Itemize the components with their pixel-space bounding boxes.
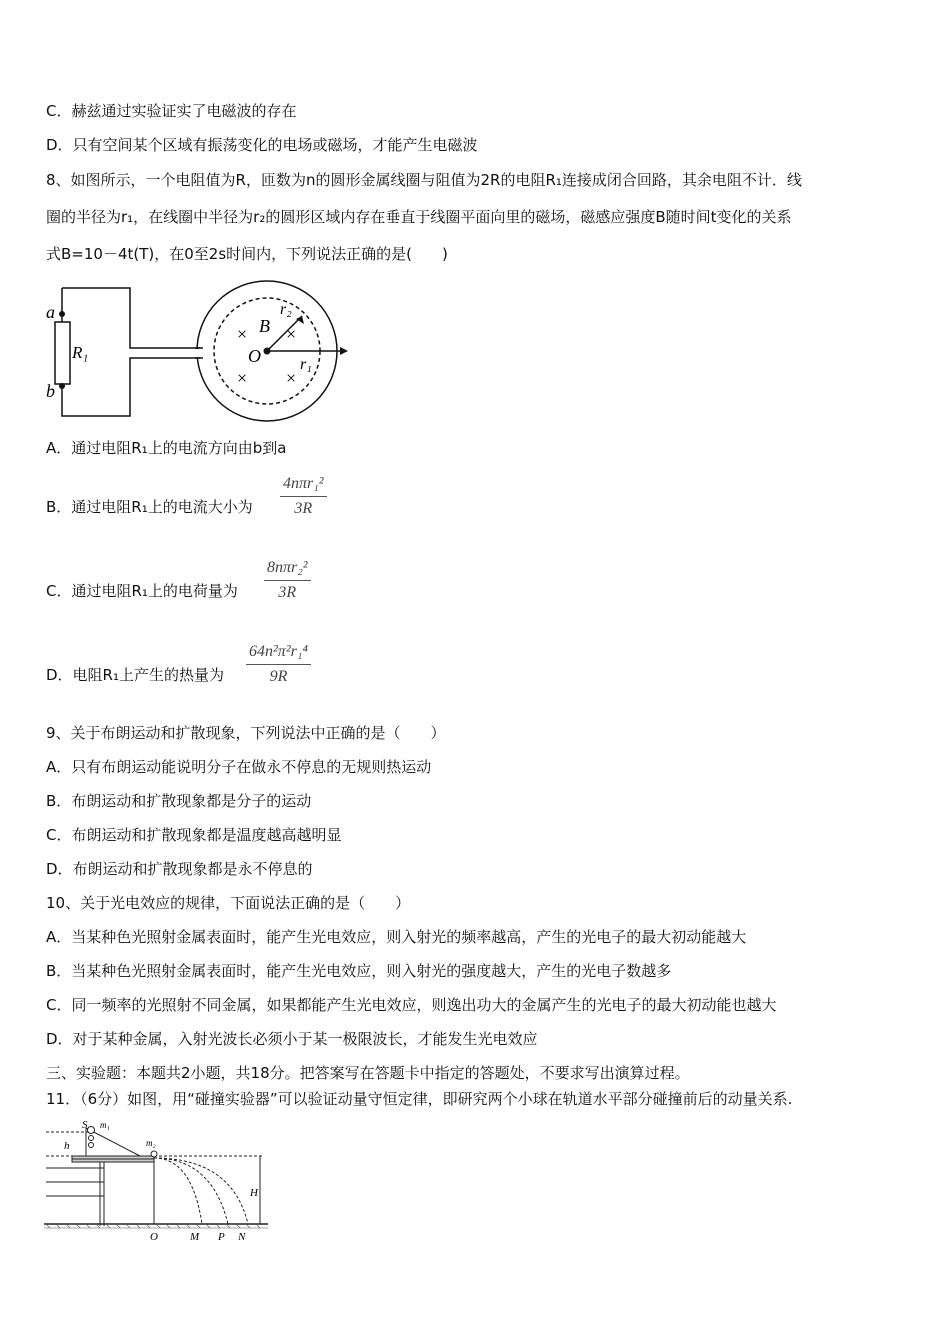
q9-option-d: D．布朗运动和扩散现象都是永不停息的 [46,860,313,878]
label-r2: r₂ [280,301,292,318]
q8-option-a: A．通过电阻R₁上的电流方向由b到a [46,439,287,457]
fraction-denominator: 3R [278,584,297,601]
cross-mark: × [286,368,297,388]
q10-option-c: C．同一频率的光照射不同金属，如果都能产生光电效应，则逸出功大的金属产生的光电子的最大初动能也越大 [46,996,777,1014]
label-O: O [248,346,261,366]
label-H: H [250,1187,258,1199]
label-r1: r₁ [300,356,312,373]
label-S: S [82,1119,88,1131]
fraction-numerator: 64n²π²r₁⁴ [249,643,308,660]
fraction-denominator: 3R [294,500,313,517]
label-m1: m₁ [100,1120,110,1130]
section-3-heading: 三、实验题：本题共2小题，共18分。把答案写在答题卡中指定的答题处，不要求写出演算过程。 [46,1064,690,1082]
q7-option-d: D．只有空间某个区域有振荡变化的电场或磁场，才能产生电磁波 [46,136,478,154]
label-m2: m₂ [146,1138,156,1148]
q9-option-c: C．布朗运动和扩散现象都是温度越高越明显 [46,826,342,844]
q9-option-b: B．布朗运动和扩散现象都是分子的运动 [46,792,312,810]
label-h: h [64,1140,70,1152]
q8-option-b-fraction [280,474,327,519]
q10-stem: 10、关于光电效应的规律，下面说法正确的是（ ） [46,894,411,912]
fraction-numerator: 8nπr₂² [267,559,308,576]
q8-stem-line3: 式B=10－4t(T)，在0至2s时间内，下列说法正确的是( ) [46,245,448,263]
label-M: M [190,1231,200,1243]
label-N: N [238,1231,246,1243]
q8-option-d: D．电阻R₁上产生的热量为 [46,666,224,684]
q8-option-b: B．通过电阻R₁上的电流大小为 [46,498,253,516]
q10-option-b: B．当某种色光照射金属表面时，能产生光电效应，则入射光的强度越大，产生的光电子数越多 [46,962,672,980]
label-O: O [150,1231,158,1243]
cross-mark: × [286,324,297,344]
q8-stem-line2: 圈的半径为r₁，在线圈中半径为r₂的圆形区域内存在垂直于线圈平面向里的磁场，磁感应强度B随时间t变化的关系 [46,208,792,226]
q11-stem: 11．（6分）如图，用“碰撞实验器”可以验证动量守恒定律，即研究两个小球在轨道水平部分碰撞前后的动量关系. [46,1090,793,1108]
label-B: B [259,316,270,336]
q9-option-a: A．只有布朗运动能说明分子在做永不停息的无规则热运动 [46,758,432,776]
q9-stem: 9、关于布朗运动和扩散现象，下列说法中正确的是（ ） [46,724,446,742]
q8-option-c: C．通过电阻R₁上的电荷量为 [46,582,238,600]
q10-option-a: A．当某种色光照射金属表面时，能产生光电效应，则入射光的频率越高，产生的光电子的最大初动能越大 [46,928,747,946]
fraction-numerator: 4nπr₁² [283,475,324,492]
q8-circuit-figure [40,274,360,434]
q7-option-c: C．赫兹通过实验证实了电磁波的存在 [46,102,297,120]
q11-collision-apparatus-figure [42,1118,274,1244]
label-P: P [218,1231,225,1243]
q8-stem-line1: 8、如图所示，一个电阻值为R，匝数为n的圆形金属线圈与阻值为2R的电阻R₁连接成闭合回路，其余电阻不计．线 [46,171,802,189]
q8-option-c-fraction [264,558,311,603]
label-b: b [46,381,55,401]
cross-mark: × [237,324,248,344]
q8-option-d-fraction [246,642,311,687]
fraction-denominator: 9R [269,668,288,685]
label-a: a [46,302,55,322]
label-r1-resistor: R₁ [72,343,89,362]
cross-mark: × [237,368,248,388]
q10-option-d: D．对于某种金属，入射光波长必须小于某一极限波长，才能发生光电效应 [46,1030,538,1048]
